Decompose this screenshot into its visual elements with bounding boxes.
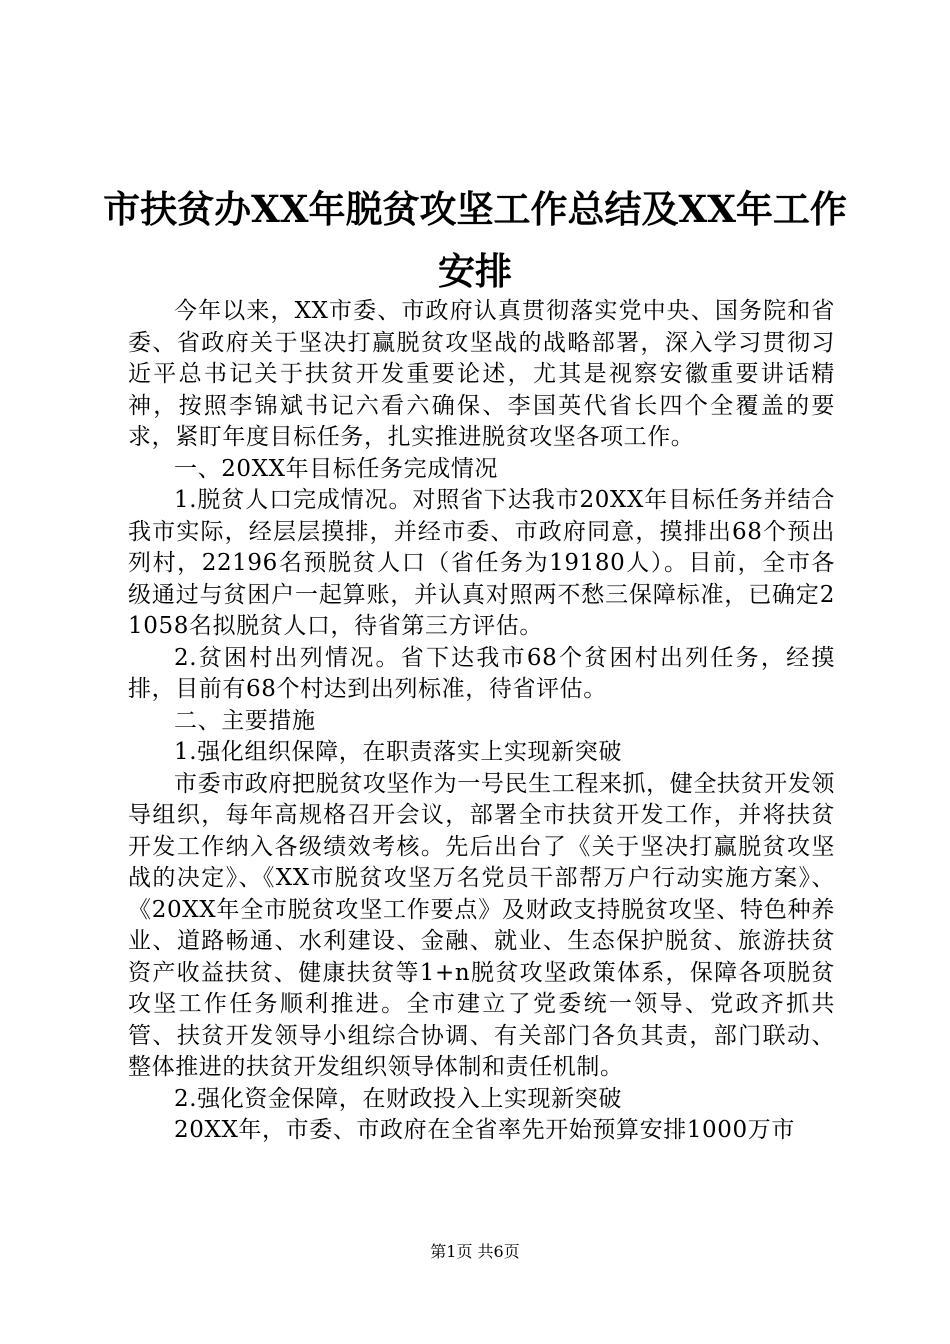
intro-paragraph: 今年以来，XX市委、市政府认真贯彻落实党中央、国务院和省委、省政府关于坚决打赢脱贫攻坚战的战略部署，深入学习贯彻习近平总书记关于扶贫开发重要论述，尤其是视察安徽重要讲话精神，按照李锦斌书记六看六确保、李国英代省长四个全覆盖的要求，紧盯年度目标任务，扎实推进脱贫攻坚各项工作。 (128, 298, 835, 450)
subheading-funding: 2.强化资金保障，在财政投入上实现新突破 (174, 1085, 622, 1112)
paragraph-poverty-population: 1.脱贫人口完成情况。对照省下达我市20XX年目标任务并结合我市实际，经层层摸排，并经市委、市政府同意，摸排出68个预出列村，22196名预脱贫人口（省任务为19180人）。目前，全市各级通过与贫困户一起算账，并认真对照两不愁三保障标准，已确定21058名拟脱贫人口，待省第三方评估。 (128, 487, 835, 639)
section-heading-targets: 一、20XX年目标任务完成情况 (174, 455, 499, 482)
document-body (128, 296, 835, 1147)
document-title: 市扶贫办XX年脱贫攻坚工作总结及XX年工作安排 (103, 187, 847, 293)
section-heading-measures: 二、主要措施 (174, 707, 316, 734)
subheading-organization: 1.强化组织保障，在职责落实上实现新突破 (174, 739, 622, 765)
page-footer: 第1页 共6页 (430, 1242, 520, 1261)
paragraph-funding: 20XX年，市委、市政府在全省率先开始预算安排1000万市 (174, 1117, 795, 1143)
paragraph-poor-villages: 2.贫困村出列情况。省下达我市68个贫困村出列任务，经摸排，目前有68个村达到出列标准，待省评估。 (128, 644, 835, 702)
paragraph-organization: 市委市政府把脱贫攻坚作为一号民生工程来抓，健全扶贫开发领导组织，每年高规格召开会议，部署全市扶贫开发工作，并将扶贫开发工作纳入各级绩效考核。先后出台了《关于坚决打赢脱贫攻坚战的决定》、《XX市脱贫攻坚万名党员干部帮万户行动实施方案》、《20XX年全市脱贫攻坚工作要点》及财政支持脱贫攻坚、特色种养业、道路畅通、水利建设、金融、就业、生态保护脱贫、旅游扶贫资产收益扶贫、健康扶贫等1+n脱贫攻坚政策体系，保障各项脱贫攻坚工作任务顺利推进。全市建立了党委统一领导、党政齐抓共管、扶贫开发领导小组综合协调、有关部门各负其责，部门联动、整体推进的扶贫开发组织领导体制和责任机制。 (128, 770, 835, 1080)
